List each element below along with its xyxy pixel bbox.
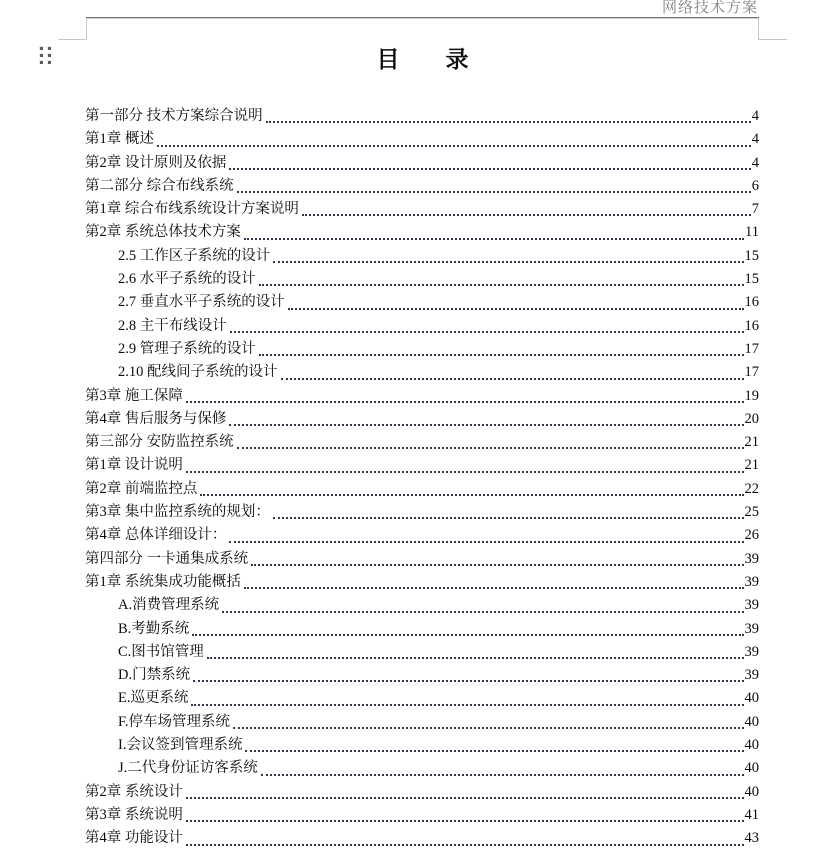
toc-leader-dots	[244, 221, 744, 239]
toc-leader-dots	[207, 641, 744, 659]
toc-entry-page: 11	[745, 224, 759, 241]
toc-entry-page: 17	[744, 340, 759, 357]
toc-entry-label: D.门禁系统	[118, 667, 191, 684]
toc-entry-page: 17	[744, 364, 759, 381]
toc-entry-page: 4	[751, 131, 759, 148]
toc-entry[interactable]	[85, 431, 759, 454]
toc-entry-page: 4	[751, 154, 759, 171]
toc-entry-label: B.考勤系统	[118, 620, 190, 637]
toc-entry-page: 21	[744, 434, 759, 451]
toc-entry-label: 第一部分 技术方案综合说明	[85, 108, 263, 124]
toc-entry[interactable]	[85, 198, 759, 221]
toc-entry-label: 2.8 主干布线设计	[118, 317, 227, 334]
toc-leader-dots	[229, 408, 743, 426]
toc-entry-label: 第3章 系统说明	[85, 806, 183, 823]
toc-entry-label: J.二代身份证访客系统	[118, 760, 258, 777]
toc-entry-label: 第三部分 安防监控系统	[85, 434, 234, 451]
toc-entry-page: 22	[744, 480, 759, 497]
toc-leader-dots	[273, 245, 743, 263]
margin-mark-right-vertical	[758, 18, 759, 40]
toc-leader-dots	[273, 501, 744, 519]
toc-entry-label: 2.10 配线间子系统的设计	[118, 364, 278, 381]
toc-leader-dots	[237, 175, 751, 193]
toc-leader-dots	[302, 198, 751, 216]
toc-entry[interactable]	[85, 618, 759, 641]
toc-leader-dots	[186, 781, 744, 799]
toc-entry-label: 第3章 集中监控系统的规划：	[85, 504, 270, 521]
toc-leader-dots	[237, 431, 744, 449]
toc-entry[interactable]	[85, 734, 759, 757]
toc-entry-label: F.停车场管理系统	[118, 713, 231, 730]
toc-entry-label: 第4章 售后服务与保修	[85, 410, 227, 427]
toc-leader-dots	[229, 152, 750, 170]
toc-entry[interactable]	[85, 454, 759, 477]
toc-entry-page: 40	[744, 760, 759, 777]
toc-entry-page: 39	[744, 620, 759, 637]
toc-leader-dots	[259, 338, 744, 356]
toc-entry-page: 15	[744, 271, 759, 288]
toc-entry[interactable]	[85, 361, 759, 384]
toc-entry[interactable]	[85, 524, 759, 547]
toc-leader-dots	[244, 571, 744, 589]
toc-entry[interactable]	[85, 687, 759, 710]
toc-entry-page: 21	[744, 457, 759, 474]
toc-leader-dots	[229, 524, 743, 542]
toc-entry-label: C.图书馆管理	[118, 643, 204, 660]
toc-entry-label: 2.7 垂直水平子系统的设计	[118, 294, 285, 311]
toc-entry-label: 第二部分 综合布线系统	[85, 177, 234, 194]
toc-entry-label: 第2章 前端监控点	[85, 480, 198, 497]
toc-entry[interactable]	[85, 711, 759, 734]
header-rule-line	[86, 17, 759, 18]
toc-entry-page: 41	[744, 806, 759, 823]
toc-entry[interactable]	[85, 315, 759, 338]
toc-leader-dots	[193, 664, 743, 682]
toc-entry-page: 16	[744, 294, 759, 311]
toc-entry[interactable]	[85, 268, 759, 291]
toc-entry-page: 39	[744, 550, 759, 567]
toc-entry-page: 20	[744, 410, 759, 427]
toc-entry-page: 39	[744, 573, 759, 590]
toc-list	[85, 105, 759, 848]
toc-entry[interactable]	[85, 594, 759, 617]
toc-entry-label: 第2章 系统设计	[85, 783, 183, 800]
toc-entry-label: 第2章 设计原则及依据	[85, 154, 227, 171]
toc-leader-dots	[157, 128, 751, 146]
toc-entry-page: 40	[744, 737, 759, 754]
toc-entry-label: 第1章 设计说明	[85, 457, 183, 474]
margin-mark-right-horizontal	[758, 39, 787, 40]
toc-entry[interactable]	[85, 385, 759, 408]
toc-entry-label: 2.6 水平子系统的设计	[118, 271, 256, 288]
toc-entry-page: 25	[744, 504, 759, 521]
toc-entry-label: 第4章 功能设计	[85, 830, 183, 847]
toc-entry-page: 7	[751, 201, 759, 218]
toc-entry[interactable]	[85, 804, 759, 827]
toc-entry-label: 2.9 管理子系统的设计	[118, 340, 256, 357]
toc-entry-page: 39	[744, 667, 759, 684]
toc-entry-label: A.消费管理系统	[118, 597, 220, 614]
toc-leader-dots	[186, 827, 744, 845]
running-header-text: 网络技术方案	[661, 0, 758, 16]
toc-entry[interactable]	[85, 152, 759, 175]
toc-entry-page: 6	[751, 177, 759, 194]
toc-entry-page: 40	[744, 713, 759, 730]
margin-mark-left-horizontal	[58, 39, 87, 40]
toc-entry-label: 第1章 综合布线系统设计方案说明	[85, 201, 299, 218]
toc-entry-label: 第2章 系统总体技术方案	[85, 224, 241, 241]
toc-entry[interactable]	[85, 175, 759, 198]
toc-entry-page: 43	[744, 830, 759, 847]
toc-leader-dots	[261, 757, 744, 775]
toc-leader-dots	[281, 361, 744, 379]
toc-leader-dots	[186, 385, 744, 403]
toc-entry[interactable]	[85, 571, 759, 594]
toc-entry-page: 39	[744, 597, 759, 614]
toc-entry-label: 第4章 总体详细设计：	[85, 527, 227, 544]
toc-entry-label: E.巡更系统	[118, 690, 189, 707]
toc-leader-dots	[186, 454, 744, 472]
toc-leader-dots	[192, 618, 743, 636]
toc-entry[interactable]	[85, 338, 759, 361]
toc-entry-label: 第1章 系统集成功能概括	[85, 573, 241, 590]
toc-leader-dots	[200, 478, 743, 496]
toc-entry[interactable]	[85, 548, 759, 571]
toc-entry[interactable]	[85, 105, 759, 128]
toc-entry-page: 26	[744, 527, 759, 544]
toc-entry[interactable]	[85, 221, 759, 244]
toc-entry-label: 2.5 工作区子系统的设计	[118, 247, 271, 264]
toc-entry[interactable]	[85, 664, 759, 687]
toc-leader-dots	[266, 105, 751, 123]
toc-entry[interactable]	[85, 757, 759, 780]
toc-entry[interactable]	[85, 501, 759, 524]
toc-leader-dots	[191, 687, 743, 705]
toc-entry[interactable]	[85, 245, 759, 268]
toc-entry-page: 39	[744, 643, 759, 660]
toc-leader-dots	[230, 315, 744, 333]
toc-entry[interactable]	[85, 408, 759, 431]
toc-leader-dots	[233, 711, 743, 729]
toc-leader-dots	[186, 804, 744, 822]
toc-entry-page: 15	[744, 247, 759, 264]
margin-mark-left-vertical	[86, 18, 87, 40]
toc-entry[interactable]	[85, 827, 759, 848]
toc-leader-dots	[245, 734, 743, 752]
toc-entry[interactable]	[85, 291, 759, 314]
toc-entry-page: 40	[744, 783, 759, 800]
toc-entry[interactable]	[85, 641, 759, 664]
toc-leader-dots	[288, 291, 744, 309]
toc-entry[interactable]	[85, 781, 759, 804]
toc-leader-dots	[251, 548, 743, 566]
drag-handle-icon[interactable]	[39, 46, 51, 64]
toc-title: 目 录	[376, 47, 469, 72]
toc-entry-label: 第四部分 一卡通集成系统	[85, 550, 249, 567]
toc-leader-dots	[222, 594, 743, 612]
toc-entry-page: 40	[744, 690, 759, 707]
toc-entry-label: I.会议签到管理系统	[118, 737, 243, 754]
toc-entry-page: 4	[751, 108, 759, 124]
toc-leader-dots	[259, 268, 744, 286]
toc-entry-page: 16	[744, 317, 759, 334]
toc-entry-label: 第3章 施工保障	[85, 387, 183, 404]
toc-entry-label: 第1章 概述	[85, 131, 154, 148]
toc-entry-page: 19	[744, 387, 759, 404]
toc-entry[interactable]	[85, 478, 759, 501]
toc-entry[interactable]	[85, 128, 759, 151]
